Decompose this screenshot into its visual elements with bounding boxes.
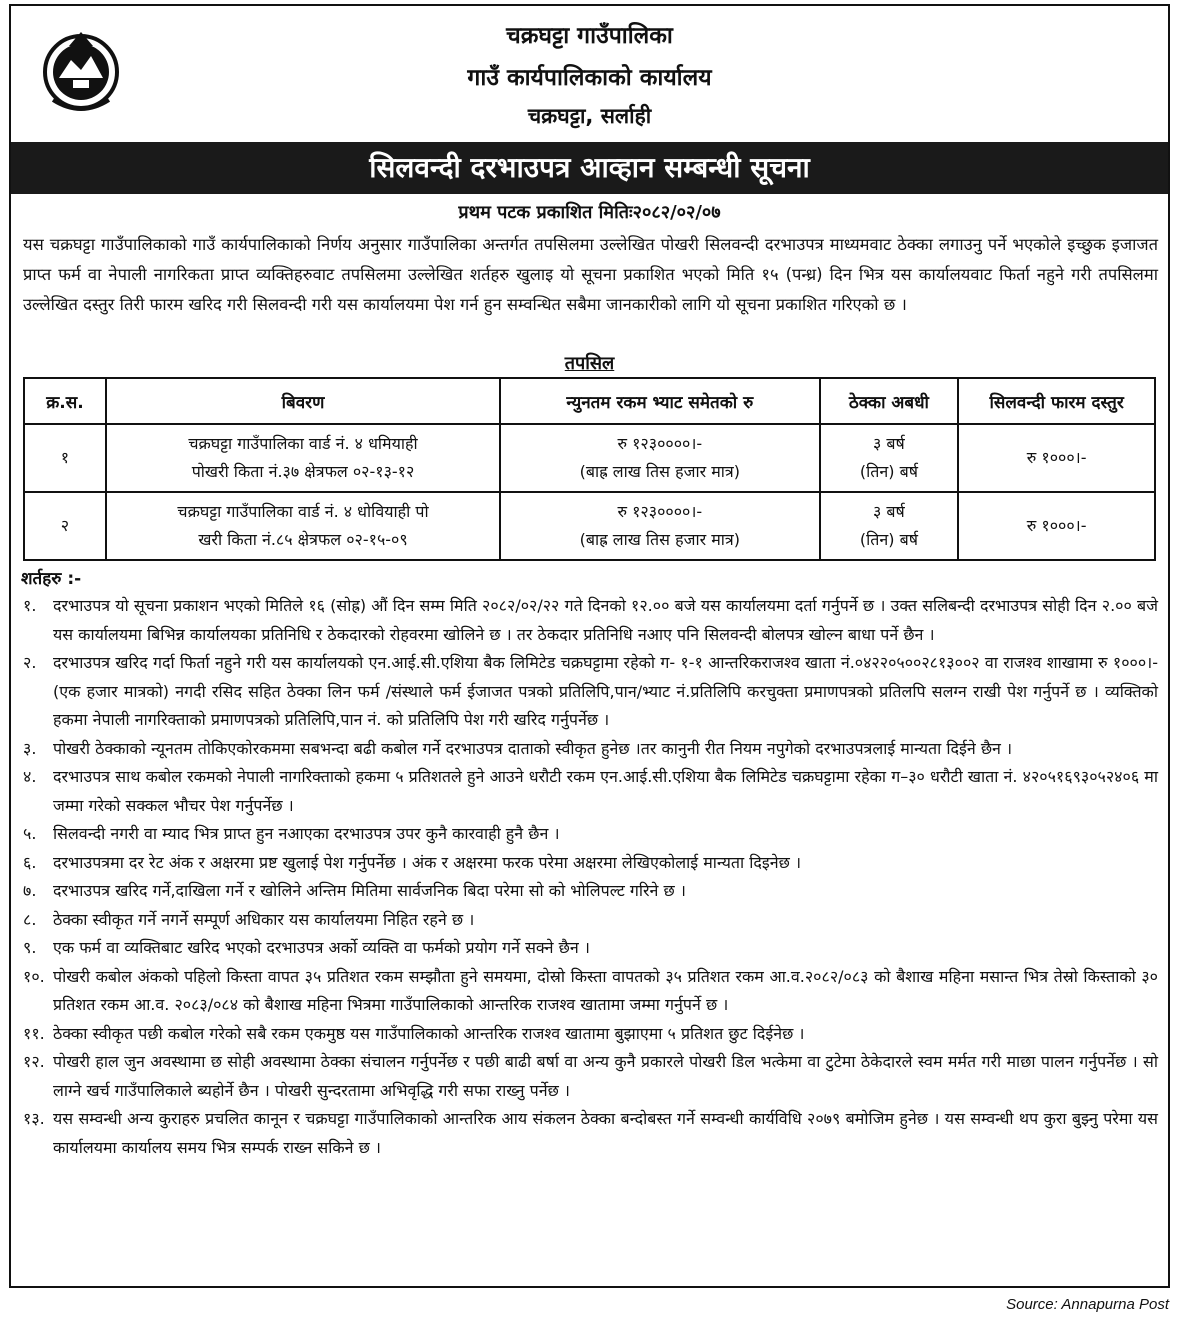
amount-figure: रु १२३००००।-	[617, 434, 703, 453]
publication-date: प्रथम पटक प्रकाशित मितिः२०८२/०२/०७	[458, 202, 721, 223]
column-header: ठेक्का अबधी	[820, 378, 959, 424]
office-address: चक्रघट्टा, सर्लाही	[527, 104, 652, 128]
condition-text: दरभाउपत्र यो सूचना प्रकाशन भएको मितिले १६ (सोह्र) औं दिन सम्म मिति २०८२/०२/२२ गते दिनको १२.०० बजे यस कार्यालयमा दर्ता गर्नुपर्ने छ । उक्त सलिबन्दी दरभाउपत्र सोही दिन २.०० बजे यस कार्यालयमा बिभिन्न कार्यालयका प्रतिनिधि र ठेकदारको रोहवरमा खोलिने छ । तर ठेकदार प्रतिनिधि नआए पनि सिलवन्दी बोलपत्र खोल्न बाधा पर्ने छैन ।	[53, 596, 1158, 644]
condition-item	[23, 1048, 1158, 1105]
intro-paragraph: यस चक्रघट्टा गाउँपालिकाको गाउँ कार्यपालिकाको निर्णय अनुसार गाउँपालिका अन्तर्गत तपसिलमा उल्लेखित पोखरी सिलवन्दी दरभाउपत्र माध्यमवाट ठेक्का लगाउनु पर्ने भएकोले इच्छुक इजाजत प्राप्त फर्म वा नेपाली नागरिकता प्राप्त व्यक्तिहरुवाट तपसिलमा उल्लेखित शर्तहरु खुलाइ यो सूचना प्रकाशित भएको मिति १५ (पन्ध्र) दिन भित्र यस कार्यालयवाट फिर्ता नहुने गरी तपसिलमा उल्लेखित दस्तुर तिरी फारम खरिद गरी सिलवन्दी गरी यस कार्यालयमा पेश गर्न हुन सम्वन्धित सबैमा जानकारीको लागि यो सूचना प्रकाशित गरिएको छ ।	[23, 235, 1158, 314]
condition-item	[23, 849, 1158, 878]
condition-number: १२.	[23, 1052, 45, 1071]
municipality-name: चक्रघट्टा गाउँपालिका	[506, 23, 673, 49]
condition-number: ८.	[23, 909, 37, 929]
condition-number: १३.	[23, 1109, 45, 1128]
condition-item	[23, 1020, 1158, 1049]
condition-item	[23, 735, 1158, 764]
condition-text: ठेक्का स्वीकृत पछी कबोल गरेको सबै रकम एकमुष्ठ यस गाउँपालिकाको आन्तरिक राजश्व खातामा बुझाएमा ५ प्रतिशत छुट दिईनेछ ।	[53, 1023, 805, 1043]
form-fee-cell: रु १०००।-	[958, 492, 1155, 560]
condition-number: १.	[23, 596, 37, 615]
conditions-list	[23, 592, 1158, 1162]
condition-item	[23, 592, 1158, 649]
condition-number: ९.	[23, 938, 37, 957]
serial-number-cell: १	[24, 424, 106, 492]
description-line: पोखरी किता नं.३७ क्षेत्रफल ०२-१३-१२	[191, 462, 415, 481]
condition-item	[23, 877, 1158, 906]
condition-item	[23, 820, 1158, 849]
condition-text: एक फर्म वा व्यक्तिबाट खरिद भएको दरभाउपत्र अर्को व्यक्ति वा फर्मको प्रयोग गर्ने सक्ने छैन ।	[53, 938, 590, 957]
condition-text: यस सम्वन्धी अन्य कुराहरु प्रचलित कानून र चक्रघट्टा गाउँपालिकाको आन्तरिक आय संकलन ठेक्का बन्दोबस्त गर्ने सम्वन्धी कार्यविधि २०७९ बमोजिम हुनेछ । यस सम्वन्धी थप कुरा बुझ्नु परेमा यस कार्यालयमा कार्यालय समय भित्र सम्पर्क राख्न सकिने छ ।	[53, 1109, 1158, 1157]
amount-cell	[500, 424, 819, 492]
condition-item	[23, 763, 1158, 820]
table-row	[24, 492, 1155, 560]
table-row	[24, 424, 1155, 492]
condition-number: १०.	[23, 966, 45, 986]
office-name: गाउँ कार्यपालिकाको कार्यालय	[467, 65, 712, 91]
conditions-title: शर्तहरु :-	[21, 569, 82, 589]
condition-text: पोखरी हाल जुन अवस्थामा छ सोही अवस्थामा ठेक्का संचालन गर्नुपर्नेछ र पछी बाढी बर्षा वा अन्य कुनै प्रकारले पोखरी डिल भत्केमा वा टुटेमा ठेकेदारले स्वम मर्मत गरी माछा पालन गर्नुपर्नेछ । सो लाग्ने खर्च गाउँपालिकाले ब्यहोर्ने छैन । पोखरी सुन्दरतामा अभिवृद्धि गरी सफा राख्नु पर्नेछ ।	[53, 1052, 1158, 1100]
column-header: क्र.स.	[24, 378, 106, 424]
column-header: न्युनतम रकम भ्याट समेतको रु	[500, 378, 819, 424]
period-words: (तिन) बर्ष	[859, 530, 918, 549]
notice-title: सिलवन्दी दरभाउपत्र आव्हान सम्बन्धी सूचना	[11, 142, 1168, 194]
description-cell	[106, 492, 500, 560]
condition-item	[23, 649, 1158, 735]
condition-text: पोखरी ठेक्काको न्यूनतम तोकिएकोरकममा सबभन्दा बढी कबोल गर्ने दरभाउपत्र दाताको स्वीकृत हुनेछ ।तर कानुनी रीत नियम नपुगेको दरभाउपत्रलाई मान्यता दिईने छैन ।	[53, 738, 1013, 758]
condition-number: ५.	[23, 824, 37, 843]
office-header	[11, 6, 1168, 144]
column-header: सिलवन्दी फारम दस्तुर	[958, 378, 1155, 424]
period-words: (तिन) बर्ष	[859, 462, 918, 481]
condition-item	[23, 906, 1158, 935]
description-line: चक्रघट्टा गाउँपालिका वार्ड नं. ४ धमियाही	[188, 434, 418, 453]
condition-number: ३.	[23, 738, 37, 758]
description-line: चक्रघट्टा गाउँपालिका वार्ड नं. ४ धोवियाही पो	[177, 502, 429, 521]
column-header: बिवरण	[106, 378, 500, 424]
schedule-table	[23, 377, 1156, 561]
serial-number-cell: २	[24, 492, 106, 560]
condition-item	[23, 934, 1158, 963]
form-fee-cell: रु १०००।-	[958, 424, 1155, 492]
schedule-title: तपसिल	[564, 353, 615, 374]
condition-text: दरभाउपत्र खरिद गर्ने,दाखिला गर्ने र खोलिने अन्तिम मितिमा सार्वजनिक बिदा परेमा सो को भोलिपल्ट गरिने छ ।	[53, 881, 686, 900]
description-line: खरी किता नं.८५ क्षेत्रफल ०२-१५-०९	[198, 530, 408, 549]
condition-number: ४.	[23, 767, 37, 786]
amount-cell	[500, 492, 819, 560]
condition-number: ७.	[23, 881, 37, 900]
condition-number: ११.	[23, 1023, 45, 1043]
period-cell	[820, 492, 959, 560]
condition-text: दरभाउपत्र खरिद गर्दा फिर्ता नहुने गरी यस कार्यालयको एन.आई.सी.एशिया बैक लिमिटेड चक्रघट्टामा रहेको ग- १-१ आन्तरिकराजश्व खाता नं.०४२२०५००२८१३००२ वा राजश्व शाखामा रु १०००।- (एक हजार मात्रको) नगदी रसिद सहित ठेक्का लिन फर्म /संस्थाले फर्म ईजाजत पत्रको प्रतिलिपि,पान/भ्याट नं.प्रतिलिपि करचुक्ता प्रमाणपत्रको प्रतिलपि सलग्न राखी पेश गर्नुपर्ने छ । व्यक्तिको हकमा नेपाली नागरिक्ताको प्रमाणपत्रको प्रतिलिपि,पान नं. को प्रतिलिपि पेश गरी खरिद गर्नुपर्नेछ ।	[53, 653, 1158, 729]
condition-text: ठेक्का स्वीकृत गर्ने नगर्ने सम्पूर्ण अधिकार यस कार्यालयमा निहित रहने छ ।	[53, 909, 475, 929]
condition-text: दरभाउपत्र साथ कबोल रकमको नेपाली नागरिक्ताको हकमा ५ प्रतिशतले हुने आउने धरौटी रकम एन.आई.सी.एशिया बैक लिमिटेड चक्रघट्टामा रहेका ग–३० धरौटी खाता नं. ४२०५१६९३०५२४०६ मा जम्मा गरेको सक्कल भौचर पेश गर्नुपर्नेछ ।	[53, 767, 1158, 815]
condition-number: २.	[23, 653, 37, 672]
description-cell	[106, 424, 500, 492]
amount-figure: रु १२३००००।-	[617, 502, 703, 521]
condition-number: ६.	[23, 852, 37, 872]
condition-text: सिलवन्दी नगरी वा म्याद भित्र प्राप्त हुन नआएका दरभाउपत्र उपर कुनै कारवाही हुनै छैन ।	[53, 824, 560, 843]
period-cell	[820, 424, 959, 492]
notice-frame	[9, 4, 1170, 1288]
condition-text: पोखरी कबोल अंकको पहिलो किस्ता वापत ३५ प्रतिशत रकम सम्झौता हुने समयमा, दोस्रो किस्ता वापतको ३५ प्रतिशत रकम आ.व.२०८२/०८३ को बैशाख महिना मसान्त भित्र तेस्रो किस्ताको ३० प्रतिशत रकम आ.व. २०८३/०८४ को बैशाख महिना भित्रमा गाउँपालिकाको आन्तरिक राजश्व खातामा जम्मा गर्नुपर्ने छ ।	[53, 966, 1158, 1014]
amount-words: (बाह्र लाख तिस हजार मात्र)	[579, 462, 741, 481]
condition-item	[23, 963, 1158, 1020]
amount-words: (बाह्र लाख तिस हजार मात्र)	[579, 530, 741, 549]
condition-text: दरभाउपत्रमा दर रेट अंक र अक्षरमा प्रष्ट खुलाई पेश गर्नुपर्नेछ । अंक र अक्षरमा फरक परेमा अक्षरमा लेखिएकोलाई मान्यता दिइनेछ ।	[53, 852, 802, 872]
table-header-row	[24, 378, 1155, 424]
source-credit: Source: Annapurna Post	[1006, 1296, 1169, 1313]
period-figure: ३ बर्ष	[873, 502, 905, 521]
period-figure: ३ बर्ष	[873, 434, 905, 453]
condition-item	[23, 1105, 1158, 1162]
